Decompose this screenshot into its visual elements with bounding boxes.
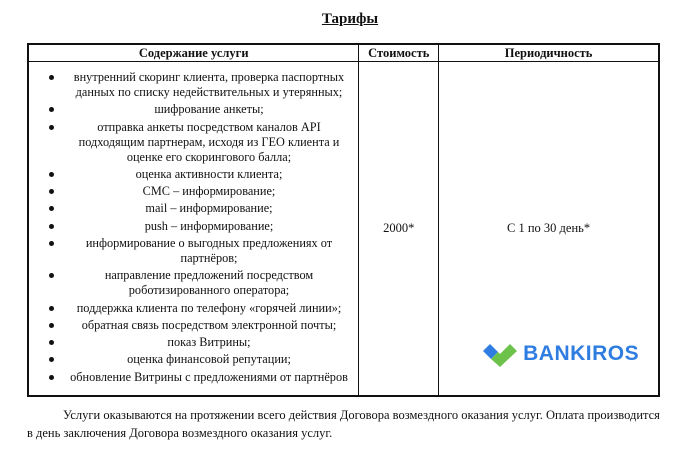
list-item: показ Витрины;: [49, 335, 349, 350]
list-item: отправка анкеты посредством каналов API подходящим партнерам, исходя из ГЕО клиента и оценке его скорингового балла;: [49, 120, 349, 165]
services-list: [29, 70, 358, 385]
service-content-cell: [28, 62, 359, 397]
bankiros-logo: [483, 341, 639, 367]
bullet-icon: [49, 206, 54, 211]
list-item: СМС – информирование;: [49, 184, 349, 199]
bullet-icon: [49, 224, 54, 229]
list-item: направление предложений посредством роботизированного оператора;: [49, 268, 349, 298]
list-item: обратная связь посредством электронной почты;: [49, 318, 349, 333]
header-periodicity: Периодичность: [439, 44, 659, 62]
list-item: обновление Витрины с предложениями от партнёров: [49, 370, 349, 385]
table-row: [28, 62, 659, 397]
logo-text: BANKIROS: [523, 342, 640, 365]
bullet-icon: [49, 107, 54, 112]
bullet-icon: [49, 323, 54, 328]
bullet-icon: [49, 273, 54, 278]
bullet-icon: [49, 172, 54, 177]
page-title: Тарифы: [321, 11, 379, 27]
bullet-icon: [49, 75, 54, 80]
header-cost: Стоимость: [359, 44, 439, 62]
cost-cell: 2000*: [359, 62, 439, 397]
list-item: оценка активности клиента;: [49, 167, 349, 182]
bullet-icon: [49, 340, 54, 345]
list-item: push – информирование;: [49, 219, 349, 234]
list-item: поддержка клиента по телефону «горячей линии»;: [49, 301, 349, 316]
bullet-icon: [49, 375, 54, 380]
list-item: информирование о выгодных предложениях от партнёров;: [49, 236, 349, 266]
footnote-paragraph: Услуги оказываются на протяжении всего действия Договора возмездного оказания услуг. Оплата производится в день заключения Договора возмездного оказания услуг.: [27, 408, 660, 440]
list-item: оценка финансовой репутации;: [49, 352, 349, 367]
bullet-icon: [49, 306, 54, 311]
bullet-icon: [49, 125, 54, 130]
bullet-icon: [49, 189, 54, 194]
checkmark-logo-icon: [483, 341, 517, 367]
bullet-icon: [49, 241, 54, 246]
list-item: шифрование анкеты;: [49, 102, 349, 117]
header-service-content: Содержание услуги: [28, 44, 359, 62]
list-item: внутренний скоринг клиента, проверка паспортных данных по списку недействительных и утерянных;: [49, 70, 349, 100]
bullet-icon: [49, 357, 54, 362]
periodicity-value: С 1 по 30 день*: [507, 221, 591, 235]
periodicity-cell: [439, 62, 659, 397]
table-header-row: [28, 44, 659, 62]
tariffs-table: [27, 43, 660, 397]
list-item: mail – информирование;: [49, 201, 349, 216]
